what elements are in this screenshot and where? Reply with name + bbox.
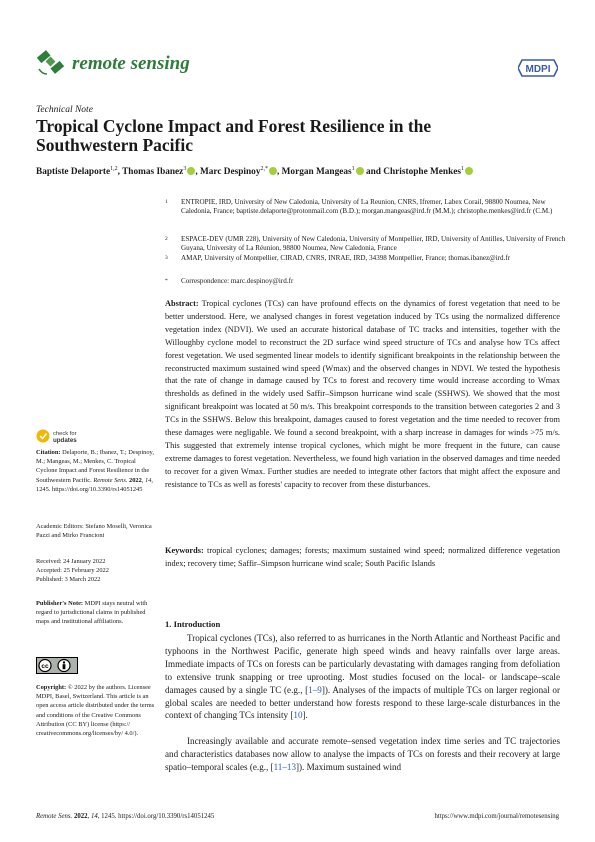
- citation-volume: 14: [145, 476, 152, 484]
- author-list: [36, 166, 576, 177]
- cc-by-license-icon[interactable]: [36, 657, 78, 674]
- keywords: [165, 545, 560, 571]
- affiliation-text: AMAP, University of Montpellier, CIRAD, CNRS, INRAE, IRD, 34398 Montpellier, France; thomas.ibanez@ird.fr: [181, 254, 511, 262]
- keywords-label: Keywords:: [165, 546, 204, 555]
- author-separator: ,: [276, 167, 282, 178]
- affiliation-text: ESPACE-DEV (UMR 228), University of New Caledonia, University of Montpellier, IRD, University of Antilles, University of French Guyana, University of La Réunion, 98800 Noumea, New Caledonia, France: [181, 235, 566, 253]
- abstract-text: Tropical cyclones (TCs) can have profound effects on the dynamics of forest vegetation that need to be better understood. Here, we analysed changes in forest vegetation induced by TCs using the normalized difference vegetation index (NDVI). We used an accurate historical database of TC tracks and intensities, together with the Willoughby cyclone model to reconstruct the 2D surface wind speed structure of TCs and analyse how TCs affect forest vegetation. We used segmented linear models to identify significant breakpoints in the relationship between the reconstructed maximum sustained wind speed (Wmax) and the observed changes in NDVI. We tested the hypothesis that the rate of change in damage caused by TCs to forest and recovery time would increase according to Wmax thresholds as defined in the widely used Saffir–Simpson hurricane wind scale (SSHWS). We showed that the most significant breakpoint was located at 50 m/s. This breakpoint corresponds to the transition between categories 2 and 3 TCs in the SSHWS. Below this breakpoint, damages caused to forest vegetation and the time needed to recover from these damages were negligable. We found a second breakpoint, with a sharp increase in damages for winds >75 m/s. This suggested that extremely intense tropical cyclones, which might be more frequent in the future, can cause extreme damages to forest vegetation. Nevertheless, we found high variation in the observed damages and time needed to recover for a given Wmax. Further studies are needed to integrate other factors that might affect the exposure and resistance to TCs as well as forests' capacity to recover from these disturbances.: [165, 299, 560, 489]
- check-for-updates-badge[interactable]: [36, 428, 96, 444]
- citation-journal: Remote Sens.: [93, 476, 128, 484]
- author-name: Christophe Menkes: [383, 167, 461, 178]
- paragraph-text: ]). Analyses of the impacts of multiple TCs on larger regional or global scales are needed to better understand how forests respond to these large-scale disturbances in the context of changing TCs intensity [: [165, 684, 560, 721]
- reference-link[interactable]: 11–13: [273, 761, 296, 772]
- citation-text: Delaporte, B.; Ibanez, T.; Despinoy, M.; Mangeas, M.; Menkes, C. Tropical Cyclone Impact and Forest Resilience in the Southwestern Pacific.: [36, 449, 154, 484]
- footer-citation: Remote Sens. 2022, 14, 1245. https://doi.org/10.3390/rs14051245: [36, 813, 215, 820]
- author-affiliation-sup: 1: [351, 166, 355, 172]
- mdpi-logo-icon: [518, 58, 558, 78]
- publisher-note: [36, 599, 156, 627]
- accepted-date: Accepted: 25 February 2022: [36, 567, 109, 574]
- citation-pages: , 1245.: [36, 476, 154, 493]
- publisher-note-text: MDPI stays neutral with regard to jurisdictional claims in published maps and institutional affiliations.: [36, 600, 148, 626]
- updates-text: updates: [53, 437, 77, 444]
- author-name: Baptiste Delaporte: [36, 167, 111, 178]
- received-date: Received: 24 January 2022: [36, 558, 106, 565]
- article-title: Tropical Cyclone Impact and Forest Resilience in the Southwestern Pacific: [36, 116, 432, 155]
- keywords-text: tropical cyclones; damages; forests; maximum sustained wind speed; normalized difference vegetation index; recovery time; Saffir–Simpson hurricane wind scale; South Pacific Islands: [165, 546, 560, 568]
- author-name: Marc Despinoy: [199, 167, 261, 178]
- author-affiliation-sup: 2,*: [260, 166, 268, 172]
- author-affiliation-sup: 1: [461, 166, 464, 172]
- correspondence-text: Correspondence: marc.despinoy@ird.fr: [181, 277, 294, 285]
- citation-doi-link[interactable]: https://doi.org/10.3390/rs14051245: [52, 485, 143, 493]
- mdpi-logo-text: MDPI: [525, 64, 551, 75]
- orcid-icon[interactable]: [465, 167, 473, 175]
- abstract-label: Abstract:: [165, 299, 199, 308]
- copyright-label: Copyright:: [36, 684, 67, 691]
- paragraph-text: Tropical cyclones (TCs), also referred to as hurricanes in the North Atlantic and Northeast Pacific and typhoons in the Northwest Pacific, generate high speed winds and heavy rainfalls over large areas. Immediate impacts of TCs on forests can be particularly devastating with damages ranging from defoliation to extensive trunk snapping or tree uprooting. Most studies focused on the local- or landscape–scale damages caused by a single TC (e.g., [: [165, 633, 560, 695]
- footer-journal-url[interactable]: https://www.mdpi.com/journal/remotesensing: [434, 813, 559, 820]
- author-affiliation-sup: 1,2: [110, 166, 118, 172]
- footer-doi[interactable]: , 1245. https://doi.org/10.3390/rs14051245: [97, 813, 215, 820]
- journal-logo-icon: [36, 47, 66, 77]
- author-separator: ,: [195, 167, 200, 178]
- affiliation-number: *: [165, 278, 168, 284]
- author-separator: ,: [117, 167, 123, 178]
- paragraph-text: Increasingly available and accurate remote–sensed vegetation index time series and TC trajectories and characteristics databases now allow to analyse the impacts of TCs on forests and their recovery at large spatio–temporal scales (e.g., [: [165, 736, 560, 772]
- section-heading-introduction: 1. Introduction: [165, 619, 221, 629]
- author-name: Thomas Ibanez: [122, 167, 184, 178]
- orcid-icon[interactable]: [269, 167, 277, 175]
- copyright-block: [36, 683, 156, 738]
- citation-year: 2022: [129, 476, 142, 484]
- author-separator: and: [363, 167, 384, 178]
- publisher-note-label: Publisher's Note:: [36, 600, 84, 607]
- paragraph-text: ].: [302, 710, 308, 721]
- reference-link[interactable]: 10: [293, 710, 303, 721]
- academic-editors: Academic Editors: Stefano Moselli, Veronica Pazzi and Mirko Francioni: [36, 523, 152, 540]
- affiliation-text: ENTROPIE, IRD, University of New Caledonia, University of La Reunion, CNRS, Ifremer, Labex Corail, 98800 Noumea, New Caledonia, France; baptiste.delaporte@protonmail.com (B.D.); morgan.mangeas@ird.fr (M.M.); christophe.menkes@ird.fr (C.M.): [181, 198, 553, 216]
- footer-year: 2022: [73, 813, 88, 820]
- published-date: Published: 3 March 2022: [36, 576, 101, 583]
- cc-text: cc: [41, 663, 49, 670]
- paragraph-text: ]). Maximum sustained wind: [296, 761, 402, 772]
- check-updates-text: check for: [53, 431, 77, 437]
- reference-link[interactable]: 1–9: [308, 684, 322, 695]
- author-name: Morgan Mangeas: [281, 167, 352, 178]
- citation-label: Citation:: [36, 449, 61, 456]
- introduction-paragraph-1: [165, 632, 560, 722]
- affiliation-number: 2: [165, 236, 168, 242]
- article-type: Technical Note: [36, 105, 93, 115]
- footer-volume: 14: [90, 813, 98, 820]
- footer-journal: Remote Sens.: [36, 813, 73, 820]
- abstract: [165, 298, 560, 492]
- citation-block: Citation: Delaporte, B.; Ibanez, T.; Despinoy, M.; Mangeas, M.; Menkes, C. Tropical Cyclone Impact and Forest Resilience in the Southwestern Pacific. Remote Sens. 2022, 14, 1245. https://doi.org/10.3390/rs14051245: [36, 449, 154, 493]
- affiliation-number: 1: [165, 199, 168, 205]
- introduction-paragraph-2: [165, 735, 560, 774]
- affiliation-number: 3: [165, 255, 168, 261]
- orcid-icon[interactable]: [356, 167, 364, 175]
- author-affiliation-sup: 3: [183, 166, 187, 172]
- copyright-text: © 2022 by the authors. Licensee MDPI, Basel, Switzerland. This article is an open access article distributed under the terms and conditions of the Creative Commons Attribution (CC BY) license (https:// creativecommons.org/licenses/by/ 4.0/).: [36, 684, 155, 738]
- journal-name: remote sensing: [72, 53, 190, 74]
